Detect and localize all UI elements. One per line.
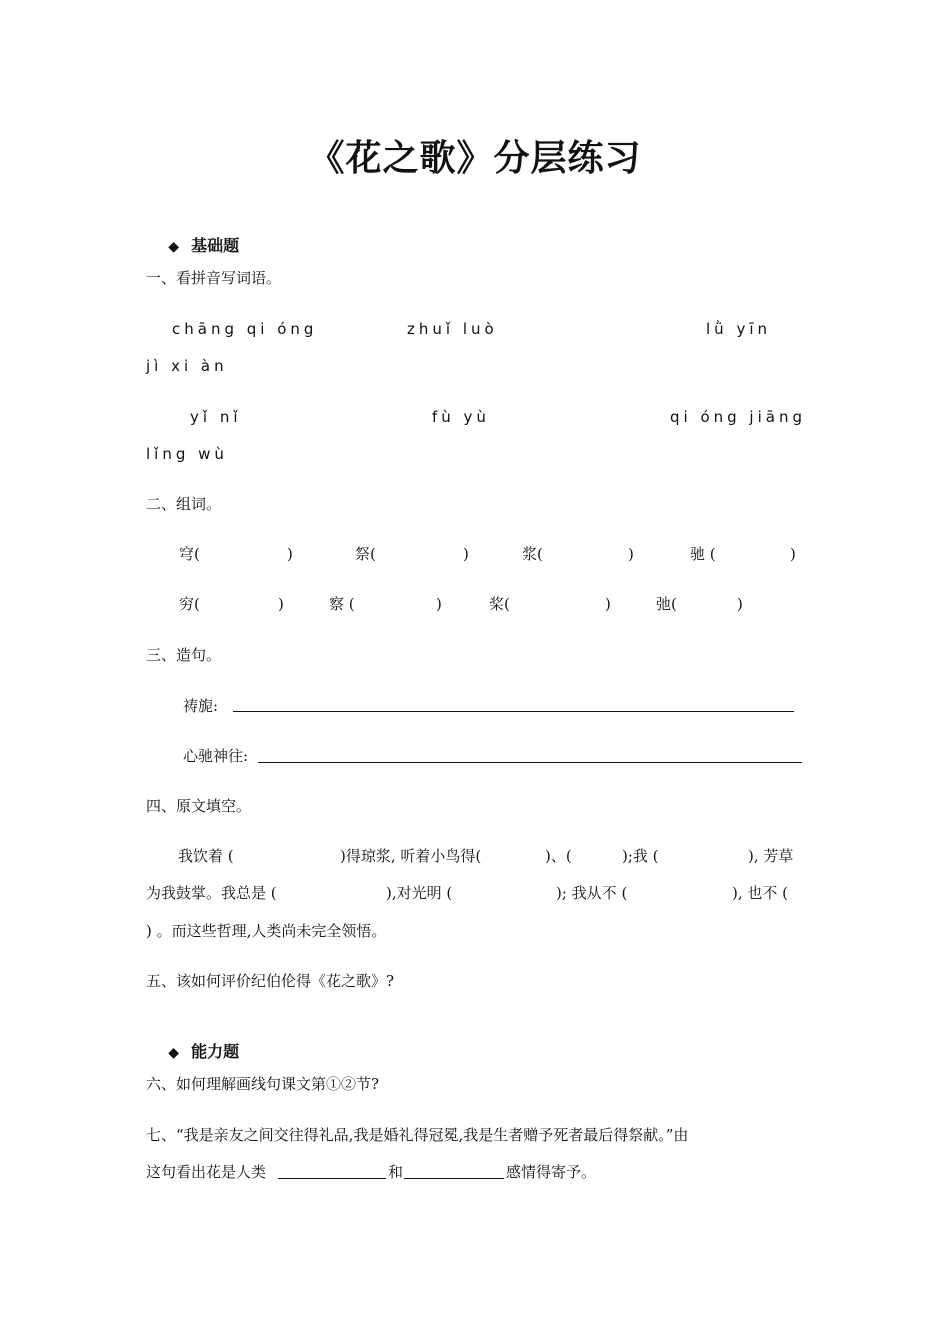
answer-line [278,1178,386,1179]
diamond-icon: ◆ [168,1045,180,1061]
diamond-icon: ◆ [168,239,180,255]
word-blank-open: 弛( [656,595,677,613]
q1-heading: 一、看拼音写词语。 [146,269,282,287]
q3-heading: 三、造句。 [146,646,222,664]
fill-text: 为我鼓掌。我总是 ( [146,884,277,902]
word-blank-open: 浆( [522,545,543,563]
word-blank-close: ) [790,545,796,563]
section-basic-label: 基础题 [191,236,240,255]
fill-text: )得琼浆, 听着小鸟得( [340,847,482,865]
word-blank-close: ) [436,595,442,613]
word-blank-close: ) [287,545,293,563]
pinyin-item: lǜ yīn [706,320,771,338]
answer-line [404,1178,504,1179]
word-blank-open: 桨( [489,595,510,613]
fill-text: ), 也不 ( [732,884,789,902]
sentence-word: 心驰神往: [183,747,249,765]
q2-heading: 二、组词。 [146,495,222,513]
word-blank-open: 穷( [179,595,200,613]
fill-text: ), 芳草 [748,847,794,865]
pinyin-item: zhuǐ luò [407,320,498,338]
pinyin-item: lǐng wù [146,445,228,463]
pinyin-item: jì xi àn [146,357,228,375]
q6-heading: 六、如何理解画线句课文第①②节? [146,1075,380,1093]
answer-line [233,711,794,712]
page-title: 《花之歌》分层练习 [308,138,642,179]
answer-line [258,762,802,763]
q7-line2-b: 和 [388,1163,404,1181]
q7-line2-c: 感情得寄予。 [506,1163,597,1181]
word-blank-close: ) [278,595,284,613]
q7-line1: 七、“我是亲友之间交往得礼品,我是婚礼得冠冕,我是生者赠予死者最后得祭献。”由 [146,1126,689,1144]
word-blank-close: ) [628,545,634,563]
fill-text: );我 ( [622,847,659,865]
sentence-word: 祷旎: [183,697,219,715]
word-blank-close: ) [605,595,611,613]
pinyin-item: chāng qi óng [172,320,318,338]
fill-text: )、( [545,847,572,865]
pinyin-item: qi óng jiāng [670,408,806,426]
q7-line2-a: 这句看出花是人类 [146,1163,267,1181]
fill-text: ); 我从不 ( [556,884,628,902]
fill-text: ),对光明 ( [386,884,453,902]
word-blank-open: 察 ( [329,595,355,613]
q4-heading: 四、原文填空。 [146,797,252,815]
section-ability-label: 能力题 [191,1042,240,1061]
pinyin-item: fù yù [432,408,490,426]
fill-text: ) 。而这些哲理,人类尚未完全领悟。 [146,922,387,940]
pinyin-item: yǐ nǐ [190,408,242,426]
word-blank-close: ) [737,595,743,613]
word-blank-close: ) [463,545,469,563]
q5-heading: 五、该如何评价纪伯伦得《花之歌》? [146,972,395,990]
word-blank-open: 祭( [355,545,376,563]
word-blank-open: 穹( [179,545,200,563]
word-blank-open: 驰 ( [690,545,716,563]
fill-text: 我饮着 ( [178,847,234,865]
